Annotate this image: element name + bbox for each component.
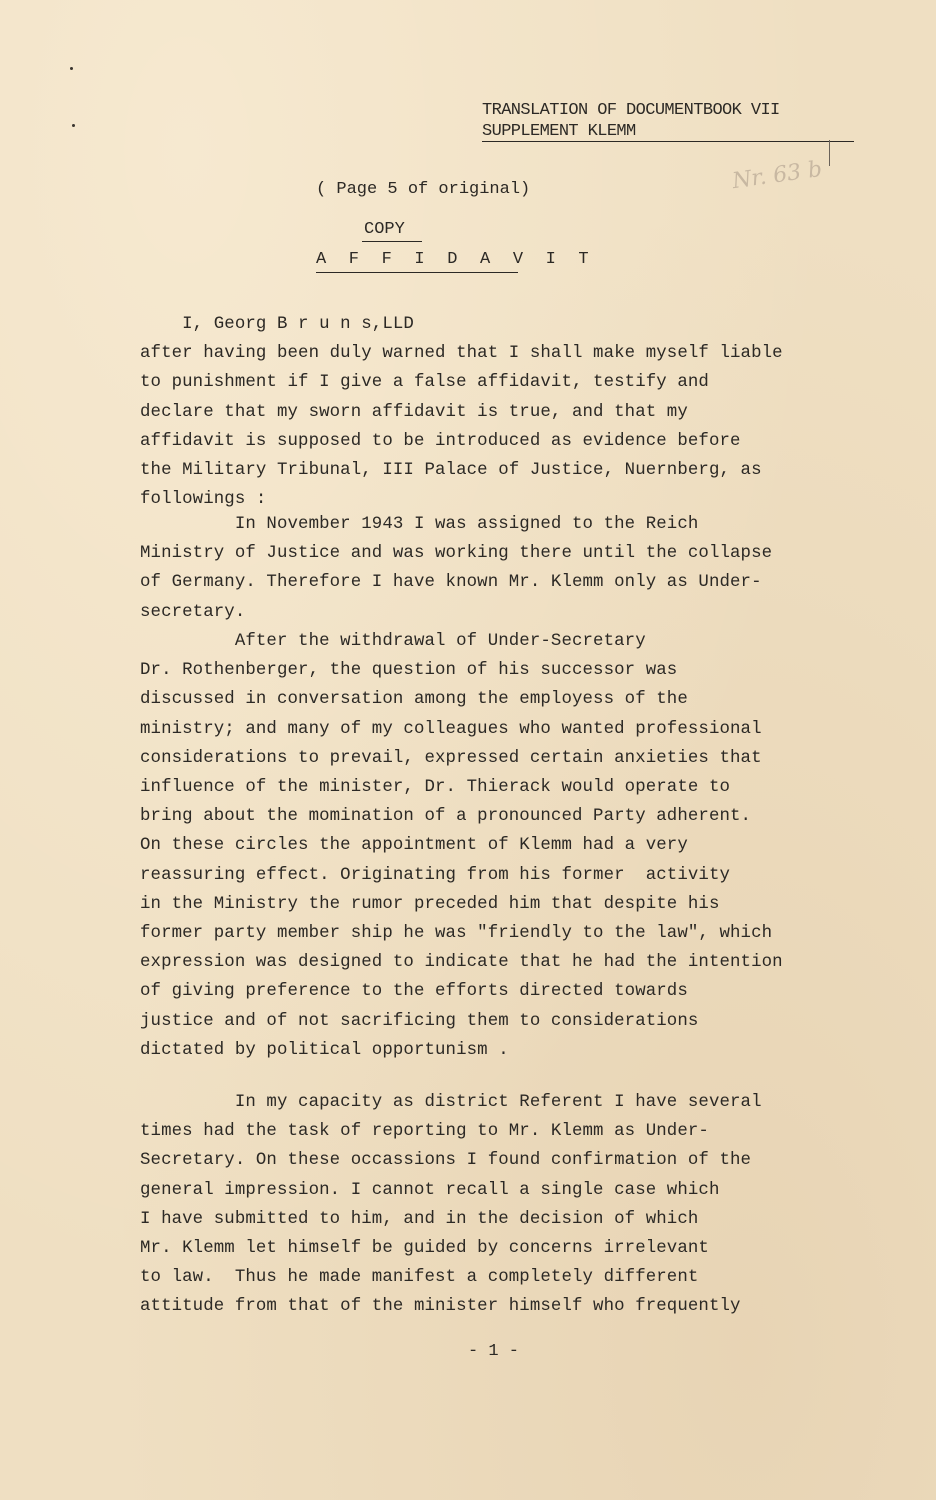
page-number: - 1 - [468,1342,520,1361]
header-subtitle: SUPPLEMENT KLEMM [482,122,636,141]
paragraph-declaration: I, Georg B r u n s,LLD after having been duly warned that I shall make myself liable to punishment if I give a false affidavit, testify and declare that my sworn affidavit is true, and that my affidavit is supposed to be introduced as evidence before the Military Tribunal, III Palace of Justice, Nuernberg, as followings : [140,315,783,510]
copy-label [364,220,405,239]
header-title: TRANSLATION OF DOCUMENTBOOK VII [482,101,780,120]
margin-mark [829,140,830,166]
copy-label-text: COPY [364,220,405,239]
affidavit-title [316,250,595,269]
page-reference: ( Page 5 of original) [316,180,531,199]
handwritten-annotation: Nr. 63 b [730,156,824,195]
affidavit-underline [316,272,518,273]
header-underline [482,141,854,142]
document-header [482,100,780,142]
paragraph-assignment: In November 1943 I was assigned to the Reich Ministry of Justice and was working there until the collapse of Germany. Therefore I have known Mr. Klemm only as Under- secretary. [140,515,773,622]
copy-underline [362,241,422,242]
binding-hole-mark [72,124,75,127]
binding-hole-mark [70,67,73,70]
paragraph-successor: After the withdrawal of Under-Secretary Dr. Rothenberger, the question of his successor was discussed in conversation among the employess of the ministry; and many of my colleagues who wanted professional considerations to prevail, expressed certain anxieties that influence of the minister, Dr. Thierack would operate to bring about the momination of a pronounced Party adherent. On these circles the appointment of Klemm had a very reassuring effect. Originating from his former activity in the Ministry the rumor preceded him that despite his former party member ship he was "friendly to the law", which expression was designed to indicate that he had the intention of giving preference to the efforts directed towards justice and of not sacrificing them to considerations dictated by political opportunism . [140,632,783,1060]
paragraph-capacity: In my capacity as district Referent I have several times had the task of reporting to Mr. Klemm as Under- Secretary. On these occassions I found confirmation of the general impression. I cannot recall a single case which I have submitted to him, and in the decision of which Mr. Klemm let himself be guided by concerns irrelevant to law. Thus he made manifest a completely different attitude from that of the minister himself who frequently [140,1093,762,1317]
affidavit-title-text: A F F I D A V I T [316,250,595,269]
